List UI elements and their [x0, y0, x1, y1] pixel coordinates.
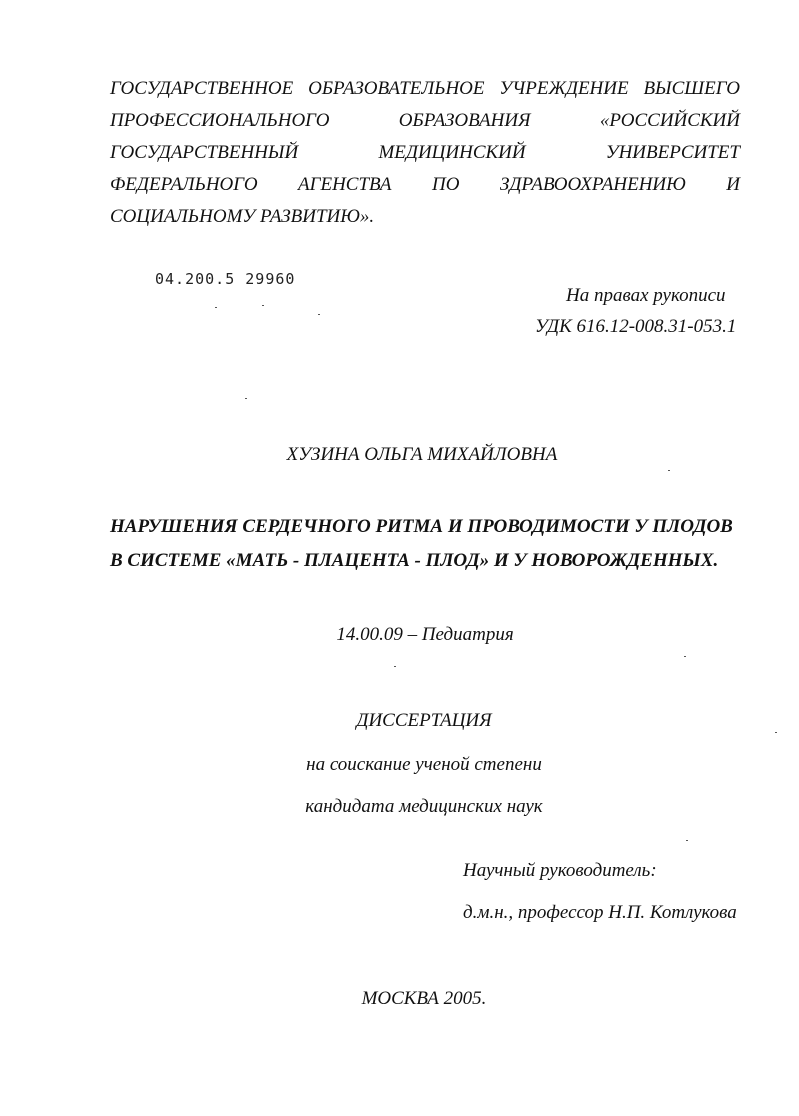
institution-word: УНИВЕРСИТЕТ	[605, 142, 740, 163]
scan-speck	[394, 666, 396, 667]
scan-speck	[262, 305, 264, 306]
specialty-code: 14.00.09 – Педиатрия	[336, 624, 514, 645]
scan-speck	[668, 470, 670, 471]
institution-line-5	[110, 206, 740, 228]
city-year: МОСКВА 2005.	[361, 988, 487, 1009]
author-name: ХУЗИНА ОЛЬГА МИХАЙЛОВНА	[286, 444, 558, 465]
scan-speck	[686, 840, 688, 841]
institution-word: АГЕНСТВА	[298, 174, 392, 195]
scan-speck	[318, 314, 320, 315]
degree-line-1: на соискание ученой степени	[306, 754, 542, 775]
institution-word: ГОСУДАРСТВЕННЫЙ	[110, 142, 299, 163]
institution-line-4	[110, 174, 740, 196]
supervisor-name: д.м.н., профессор Н.П. Котлукова	[463, 902, 737, 923]
udc-code: УДК 616.12-008.31-053.1	[535, 316, 737, 337]
institution-line-1	[110, 78, 740, 100]
institution-word: «РОССИЙСКИЙ	[599, 110, 740, 131]
institution-word: ФЕДЕРАЛЬНОГО	[110, 174, 258, 195]
institution-word: МЕДИЦИНСКИЙ	[378, 142, 526, 163]
scan-speck	[684, 656, 686, 657]
institution-word: ОБРАЗОВАНИЯ	[398, 110, 531, 131]
institution-word: ГОСУДАРСТВЕННОЕ	[110, 78, 294, 99]
dissertation-title-line-2: В СИСТЕМЕ «МАТЬ - ПЛАЦЕНТА - ПЛОД» И У НОВОРОЖДЕННЫХ.	[110, 550, 719, 571]
institution-word: И	[726, 174, 740, 195]
institution-word: УЧРЕЖДЕНИЕ	[499, 78, 629, 99]
institution-line-2	[110, 110, 740, 132]
document-type: ДИССЕРТАЦИЯ	[356, 710, 492, 731]
dissertation-title-line-1: НАРУШЕНИЯ СЕРДЕЧНОГО РИТМА И ПРОВОДИМОСТИ У ПЛОДОВ	[110, 516, 733, 537]
institution-word: ПРОФЕССИОНАЛЬНОГО	[110, 110, 330, 131]
institution-word: СОЦИАЛЬНОМУ РАЗВИТИЮ».	[110, 206, 375, 227]
institution-word: ПО	[432, 174, 460, 195]
supervisor-label: Научный руководитель:	[463, 860, 657, 881]
institution-line-3	[110, 142, 740, 164]
institution-word: ВЫСШЕГО	[643, 78, 740, 99]
scan-speck	[245, 398, 247, 399]
scan-speck	[775, 732, 777, 733]
institution-word: ОБРАЗОВАТЕЛЬНОЕ	[308, 78, 485, 99]
degree-line-2: кандидата медицинских наук	[305, 796, 543, 817]
scan-speck	[215, 307, 217, 308]
manuscript-rights: На правах рукописи	[566, 285, 726, 306]
archive-stamp-number: 04.200.5 29960	[155, 270, 296, 288]
institution-word: ЗДРАВООХРАНЕНИЮ	[499, 174, 686, 195]
